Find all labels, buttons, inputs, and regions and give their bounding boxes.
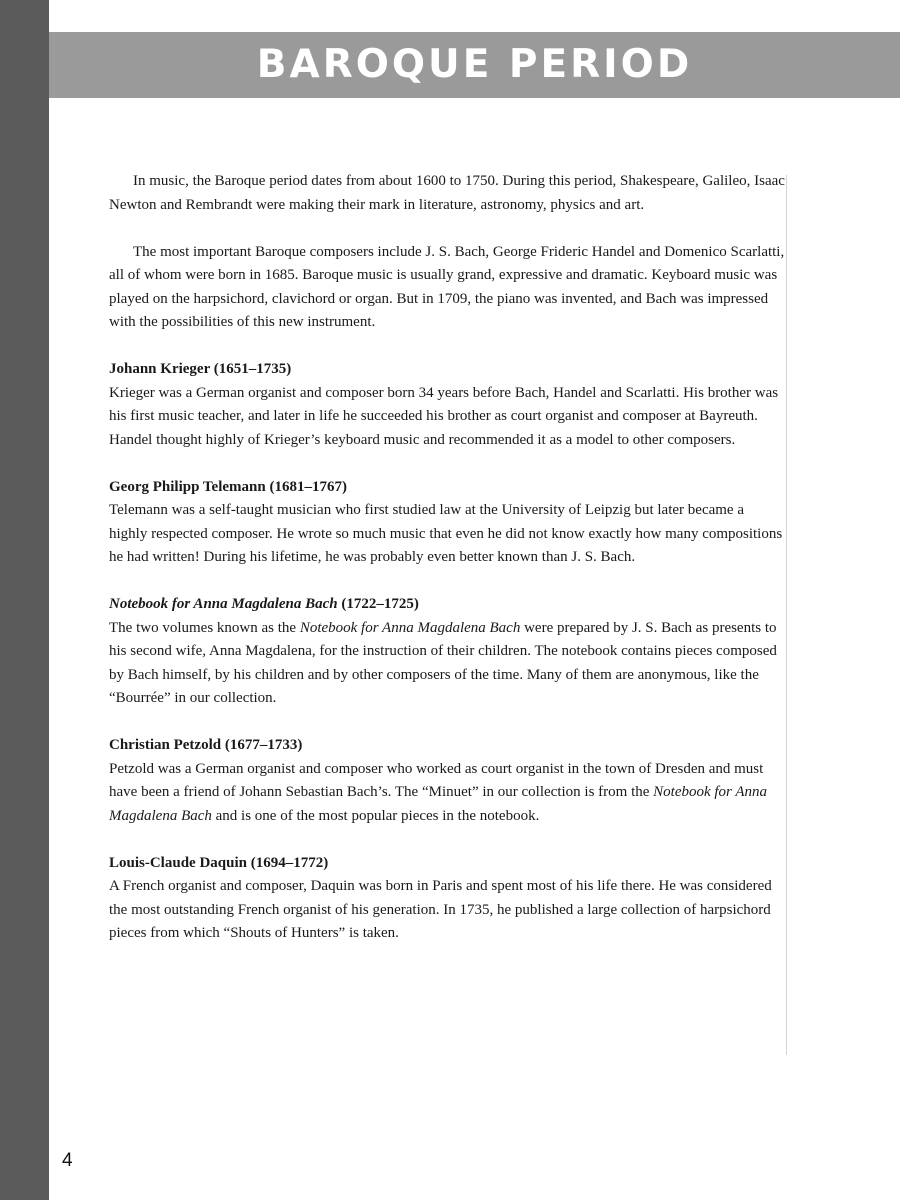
left-margin-bar bbox=[0, 0, 49, 1200]
section-daquin bbox=[109, 852, 785, 946]
body-title: Notebook for Anna Magdalena Bach bbox=[109, 784, 768, 824]
page-title: BAROQUE PERIOD bbox=[256, 42, 693, 87]
body-title: Notebook for Anna Magdalena Bach bbox=[299, 619, 521, 636]
body-text: The two volumes known as the bbox=[109, 619, 297, 636]
section-telemann bbox=[109, 476, 785, 570]
body-text: were prepared by J. S. Bach as presents to his second wife, Anna Magdalena, for the instruction of their children. The notebook contains pieces composed by Bach himself, by his children and by other composers of the time. Many of them are anonymous, like the “Bourrée” in our collection. bbox=[109, 619, 777, 706]
page-number: 4 bbox=[62, 1150, 73, 1171]
section-heading: Louis-Claude Daquin (1694–1772) bbox=[109, 854, 329, 871]
section-body bbox=[109, 617, 785, 711]
heading-title: Notebook for Anna Magdalena Bach bbox=[109, 596, 338, 612]
section-body: A French organist and composer, Daquin was born in Paris and spent most of his life there. He was considered the most outstanding French organist of his generation. In 1735, he published a large collection of harpsichord pieces from which “Shouts of Hunters” is taken. bbox=[109, 878, 772, 941]
section-body: Krieger was a German organist and composer born 34 years before Bach, Handel and Scarlatti. His brother was his first music teacher, and later in life he succeeded his brother as court organist and composer at Bayreuth. Handel thought highly of Krieger’s keyboard music and recommended it as a model to other composers. bbox=[109, 384, 779, 448]
section-heading: Georg Philipp Telemann (1681–1767) bbox=[109, 478, 347, 495]
section-heading bbox=[109, 593, 785, 617]
section-krieger bbox=[109, 358, 785, 452]
body-text: Petzold was a German organist and composer who worked as court organist in the town of Dresden and must have been a friend of Johann Sebastian Bach’s. The “Minuet” in our collection is from the bbox=[109, 760, 764, 800]
body-text: and is one of the most popular pieces in the notebook. bbox=[215, 807, 540, 824]
section-heading: Christian Petzold (1677–1733) bbox=[109, 737, 303, 753]
intro-paragraph: In music, the Baroque period dates from about 1600 to 1750. During this period, Shakespeare, Galileo, Isaac Newton and Rembrandt were making their mark in literature, astronomy, physics and art. bbox=[109, 173, 785, 213]
section-notebook bbox=[109, 593, 785, 711]
section-body bbox=[109, 758, 785, 829]
section-petzold bbox=[109, 734, 785, 828]
intro-paragraph: The most important Baroque composers include J. S. Bach, George Frideric Handel and Domenico Scarlatti, all of whom were born in 1685. Baroque music is usually grand, expressive and dramatic. Keyboard music was played on the harpsichord, clavichord or organ. But in 1709, the piano was invented, and Bach was impressed with the possibilities of this new instrument. bbox=[109, 243, 785, 330]
heading-dates: (1722–1725) bbox=[341, 596, 419, 612]
section-heading: Johann Krieger (1651–1735) bbox=[109, 361, 292, 377]
section-body: Telemann was a self-taught musician who first studied law at the University of Leipzig but later became a highly respected composer. He wrote so much music that even he did not know exactly how many compositions he had written! During his lifetime, he was probably even better known than J. S. Bach. bbox=[109, 502, 783, 565]
main-text bbox=[109, 170, 785, 946]
right-column-rule bbox=[786, 175, 787, 1055]
